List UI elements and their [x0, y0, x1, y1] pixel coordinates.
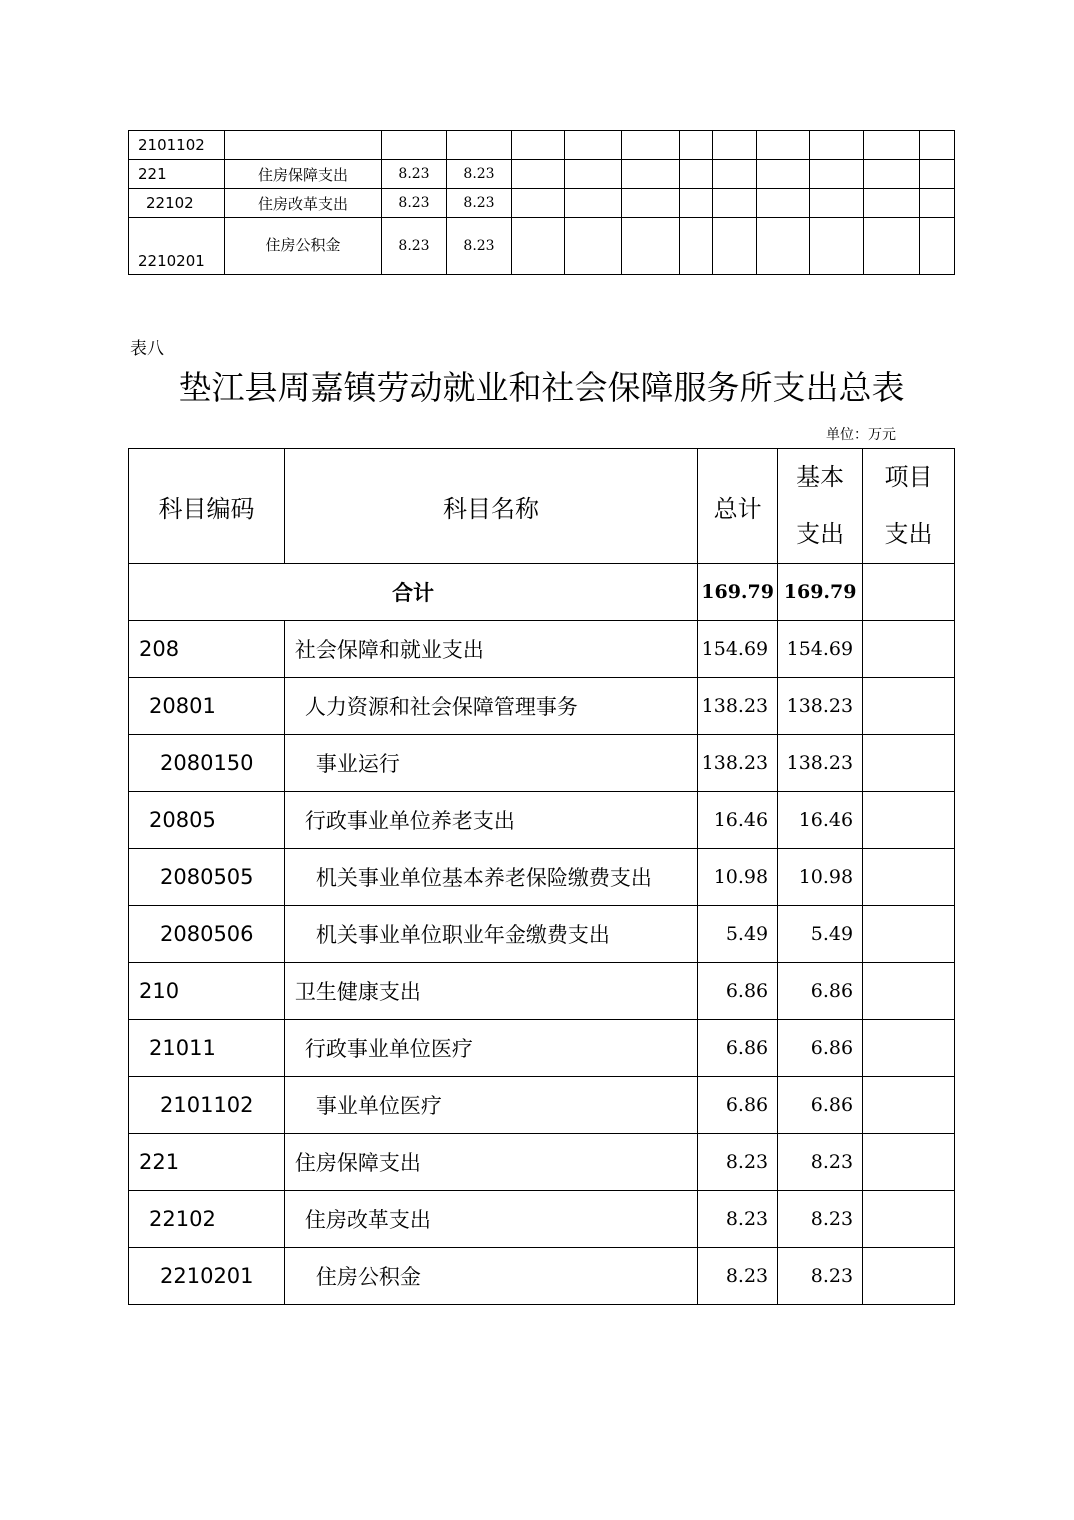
empty-cell	[864, 189, 920, 218]
basic-cell: 6.86	[778, 1020, 863, 1077]
basic-cell: 154.69	[778, 621, 863, 678]
table-row	[129, 678, 955, 735]
total-cell: 8.23	[382, 218, 447, 275]
empty-cell	[713, 218, 757, 275]
project-cell	[863, 1248, 955, 1305]
table-row	[129, 160, 955, 189]
name-cell: 事业单位医疗	[284, 1077, 697, 1134]
empty-cell	[864, 218, 920, 275]
name-cell: 住房改革支出	[225, 189, 382, 218]
empty-cell	[512, 131, 565, 160]
header-name: 科目名称	[284, 449, 697, 564]
project-cell	[863, 906, 955, 963]
table-row	[129, 849, 955, 906]
table-row	[129, 1020, 955, 1077]
name-cell: 机关事业单位基本养老保险缴费支出	[284, 849, 697, 906]
unit-label: 单位：万元	[826, 427, 896, 443]
table-row	[129, 218, 955, 275]
basic-cell: 6.86	[778, 1077, 863, 1134]
name-cell	[225, 131, 382, 160]
empty-cell	[565, 189, 622, 218]
empty-cell	[680, 218, 713, 275]
empty-cell	[680, 189, 713, 218]
total-cell: 5.49	[698, 906, 778, 963]
table-header-row	[129, 449, 955, 564]
project-cell	[863, 735, 955, 792]
name-cell: 人力资源和社会保障管理事务	[284, 678, 697, 735]
table-row	[129, 1191, 955, 1248]
header-code: 科目编码	[129, 449, 285, 564]
page-title: 垫江县周嘉镇劳动就业和社会保障服务所支出总表	[178, 368, 905, 407]
header-basic	[778, 449, 863, 564]
table-row	[129, 1077, 955, 1134]
empty-cell	[810, 131, 864, 160]
empty-cell	[757, 189, 810, 218]
code-cell: 21011	[129, 1020, 285, 1077]
basic-cell: 16.46	[778, 792, 863, 849]
basic-cell: 138.23	[778, 678, 863, 735]
empty-cell	[920, 189, 955, 218]
name-cell: 行政事业单位养老支出	[284, 792, 697, 849]
project-cell	[863, 1134, 955, 1191]
basic-cell: 8.23	[447, 160, 512, 189]
code-cell: 2210201	[129, 1248, 285, 1305]
code-cell: 2101102	[129, 1077, 285, 1134]
table-row	[129, 1134, 955, 1191]
code-cell: 210	[129, 963, 285, 1020]
empty-cell	[810, 218, 864, 275]
code-cell: 2080150	[129, 735, 285, 792]
project-cell	[863, 792, 955, 849]
code-cell: 221	[129, 160, 225, 189]
total-cell: 8.23	[698, 1134, 778, 1191]
table-row	[129, 906, 955, 963]
project-cell	[863, 963, 955, 1020]
total-cell: 8.23	[698, 1248, 778, 1305]
code-cell: 2080505	[129, 849, 285, 906]
code-cell: 20805	[129, 792, 285, 849]
project-cell	[863, 1020, 955, 1077]
total-label: 合计	[129, 564, 698, 621]
empty-cell	[713, 131, 757, 160]
code-cell: 20801	[129, 678, 285, 735]
basic-cell	[447, 131, 512, 160]
name-cell: 社会保障和就业支出	[284, 621, 697, 678]
project-cell	[863, 621, 955, 678]
total-cell: 10.98	[698, 849, 778, 906]
empty-cell	[864, 131, 920, 160]
empty-cell	[920, 160, 955, 189]
total-cell: 6.86	[698, 1020, 778, 1077]
empty-cell	[512, 218, 565, 275]
total-cell: 8.23	[382, 160, 447, 189]
table-row	[129, 792, 955, 849]
total-cell: 154.69	[698, 621, 778, 678]
empty-cell	[864, 160, 920, 189]
code-cell: 22102	[129, 189, 225, 218]
project-cell	[863, 1191, 955, 1248]
empty-cell	[680, 131, 713, 160]
basic-cell: 6.86	[778, 963, 863, 1020]
expenditure-table	[128, 448, 955, 1305]
total-project-value	[863, 564, 955, 621]
basic-cell: 8.23	[778, 1191, 863, 1248]
code-cell: 221	[129, 1134, 285, 1191]
code-cell: 2101102	[129, 131, 225, 160]
empty-cell	[680, 160, 713, 189]
project-cell	[863, 1077, 955, 1134]
name-cell: 住房保障支出	[284, 1134, 697, 1191]
empty-cell	[622, 189, 680, 218]
table-row	[129, 1248, 955, 1305]
table-row	[129, 621, 955, 678]
empty-cell	[920, 218, 955, 275]
total-cell: 16.46	[698, 792, 778, 849]
total-cell: 138.23	[698, 678, 778, 735]
empty-cell	[565, 218, 622, 275]
header-project-line1: 项目	[884, 463, 933, 491]
name-cell: 住房改革支出	[284, 1191, 697, 1248]
code-cell: 2080506	[129, 906, 285, 963]
table-row	[129, 735, 955, 792]
code-cell: 22102	[129, 1191, 285, 1248]
empty-cell	[757, 160, 810, 189]
table-row	[129, 189, 955, 218]
basic-cell: 10.98	[778, 849, 863, 906]
name-cell: 卫生健康支出	[284, 963, 697, 1020]
total-cell: 138.23	[698, 735, 778, 792]
empty-cell	[622, 131, 680, 160]
continuation-table	[128, 130, 955, 275]
project-cell	[863, 849, 955, 906]
empty-cell	[810, 189, 864, 218]
total-cell: 8.23	[382, 189, 447, 218]
empty-cell	[622, 218, 680, 275]
name-cell: 行政事业单位医疗	[284, 1020, 697, 1077]
total-row	[129, 564, 955, 621]
code-cell: 208	[129, 621, 285, 678]
total-cell	[382, 131, 447, 160]
name-cell: 机关事业单位职业年金缴费支出	[284, 906, 697, 963]
basic-cell: 138.23	[778, 735, 863, 792]
empty-cell	[622, 160, 680, 189]
empty-cell	[757, 131, 810, 160]
empty-cell	[920, 131, 955, 160]
empty-cell	[512, 189, 565, 218]
name-cell: 住房公积金	[284, 1248, 697, 1305]
empty-cell	[757, 218, 810, 275]
name-cell: 事业运行	[284, 735, 697, 792]
total-cell: 8.23	[698, 1191, 778, 1248]
total-cell: 6.86	[698, 963, 778, 1020]
name-cell: 住房保障支出	[225, 160, 382, 189]
header-basic-line2: 支出	[796, 520, 845, 548]
table-label: 表八	[130, 339, 164, 359]
name-cell: 住房公积金	[225, 218, 382, 275]
empty-cell	[713, 160, 757, 189]
empty-cell	[565, 160, 622, 189]
table-row	[129, 131, 955, 160]
empty-cell	[512, 160, 565, 189]
basic-cell: 8.23	[778, 1248, 863, 1305]
header-project-line2: 支出	[884, 520, 933, 548]
basic-cell: 8.23	[778, 1134, 863, 1191]
basic-cell: 8.23	[447, 218, 512, 275]
header-basic-line1: 基本	[796, 463, 845, 491]
header-project	[863, 449, 955, 564]
basic-cell: 5.49	[778, 906, 863, 963]
code-cell: 2210201	[129, 218, 225, 275]
header-total: 总计	[698, 449, 778, 564]
total-basic-value: 169.79	[778, 564, 863, 621]
project-cell	[863, 678, 955, 735]
total-value: 169.79	[698, 564, 778, 621]
total-cell: 6.86	[698, 1077, 778, 1134]
table-row	[129, 963, 955, 1020]
empty-cell	[810, 160, 864, 189]
empty-cell	[713, 189, 757, 218]
basic-cell: 8.23	[447, 189, 512, 218]
empty-cell	[565, 131, 622, 160]
